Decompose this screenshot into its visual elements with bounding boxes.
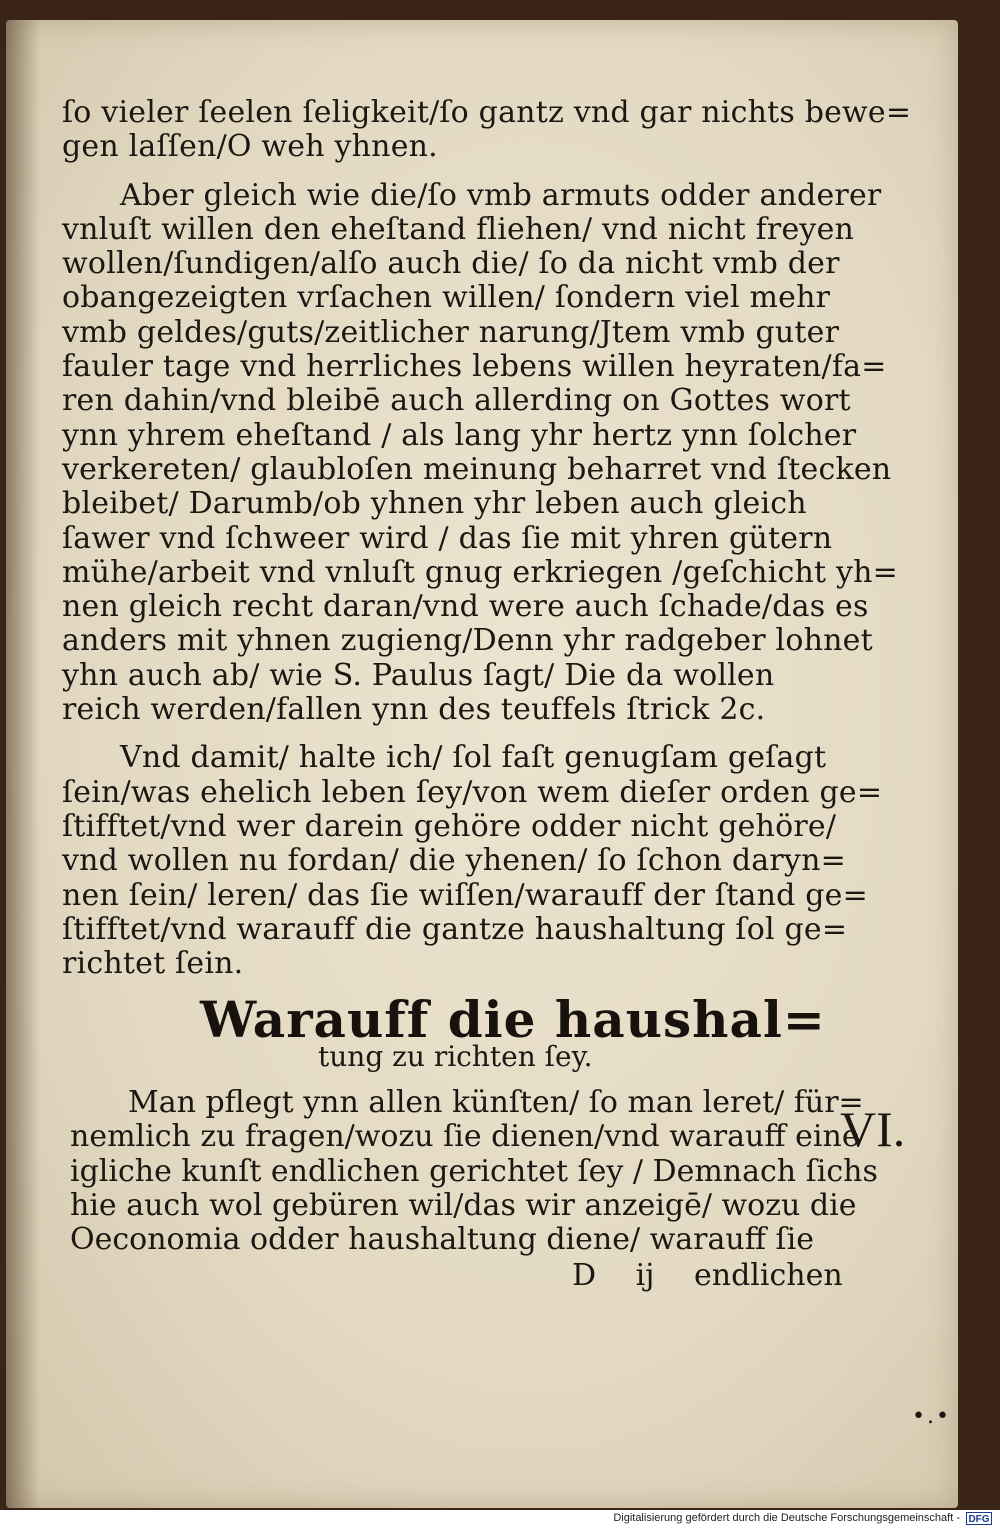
text-line: reich werden/fallen ynn des teuffels ſtrick 2c.	[62, 692, 766, 728]
text-line: gen laſſen/O weh yhnen.	[62, 129, 438, 165]
text-line: wollen/ſundigen/alſo auch die/ ſo da nicht vmb der	[62, 246, 840, 282]
text-line: ſein/was ehelich leben ſey/von wem dieſer orden ge=	[62, 774, 883, 810]
text-line: ſtifftet/vnd warauff die gantze haushaltung ſol ge=	[62, 911, 848, 947]
text-line: ſtifftet/vnd wer darein gehöre odder nicht gehöre/	[62, 808, 837, 844]
text-line: mühe/arbeit vnd vnluſt gnug erkriegen /geſchicht yh=	[62, 554, 898, 590]
text-line: yhn auch ab/ wie S. Paulus ſagt/ Die da wollen	[62, 657, 775, 693]
text-line: vnluſt willen den eheſtand fliehen/ vnd nicht freyen	[62, 211, 855, 247]
text-line: nen ſein/ leren/ das ſie wiſſen/warauff der ſtand ge=	[62, 877, 868, 913]
text-line: igliche kunſt endlichen gerichtet ſey / Demnach ſichs	[70, 1153, 878, 1189]
text-line: Aber gleich wie die/ſo vmb armuts odder anderer	[120, 177, 882, 213]
section-heading: Warauff die haushal=	[200, 990, 826, 1049]
text-line: vnd wollen nu fordan/ die yhenen/ ſo ſchon daryn=	[62, 843, 846, 879]
text-line: verkereten/ glaubloſen meinung beharret vnd ſtecken	[62, 451, 892, 487]
text-line: richtet ſein.	[62, 946, 244, 982]
text-line: Vnd damit/ halte ich/ ſol faſt genugſam geſagt	[120, 740, 827, 776]
signature-catchword: D ij endlichen	[572, 1258, 843, 1293]
text-line: ſo vieler ſeelen ſeligkeit/ſo gantz vnd gar nichts bewe=	[62, 95, 912, 130]
section-number: VI.	[840, 1101, 906, 1157]
section-subheading: tung zu richten ſey.	[318, 1040, 593, 1073]
footer-credit: Digitalisierung gefördert durch die Deutsche Forschungsgemeinschaft -	[613, 1512, 960, 1524]
text-line: nen gleich recht daran/vnd were auch ſchade/das es	[62, 589, 869, 625]
margin-dots: •.•	[912, 1404, 951, 1429]
text-line: obangezeigten vrſachen willen/ ſondern viel mehr	[62, 280, 831, 316]
text-line: Man pflegt ynn allen künſten/ ſo man leret/ für=	[128, 1085, 864, 1120]
dfg-logo: DFG	[966, 1512, 992, 1525]
text-line: Oeconomia odder haushaltung diene/ warauff ſie	[70, 1222, 815, 1258]
text-line: anders mit yhnen zugieng/Denn yhr radgeber lohnet	[62, 623, 873, 659]
text-line: ſawer vnd ſchweer wird / das ſie mit yhren gütern	[62, 520, 833, 556]
spine-shadow	[6, 20, 40, 1508]
text-line: ynn yhrem eheſtand / als lang yhr hertz ynn ſolcher	[62, 417, 857, 453]
body-text-block	[62, 95, 912, 982]
text-line: vmb geldes/guts/zeitlicher narung/Jtem vmb guter	[62, 314, 840, 350]
text-line: fauler tage vnd herrliches lebens willen heyraten/fa=	[62, 349, 887, 385]
text-line: bleibet/ Darumb/ob yhnen yhr leben auch gleich	[62, 486, 807, 522]
text-line: hie auch wol gebüren wil/das wir anzeigē/ wozu die	[70, 1187, 857, 1223]
text-line: nemlich zu fragen/wozu ſie dienen/vnd warauff eine	[70, 1119, 860, 1155]
text-line: ren dahin/vnd bleibē auch allerding on Gottes wort	[62, 383, 851, 419]
